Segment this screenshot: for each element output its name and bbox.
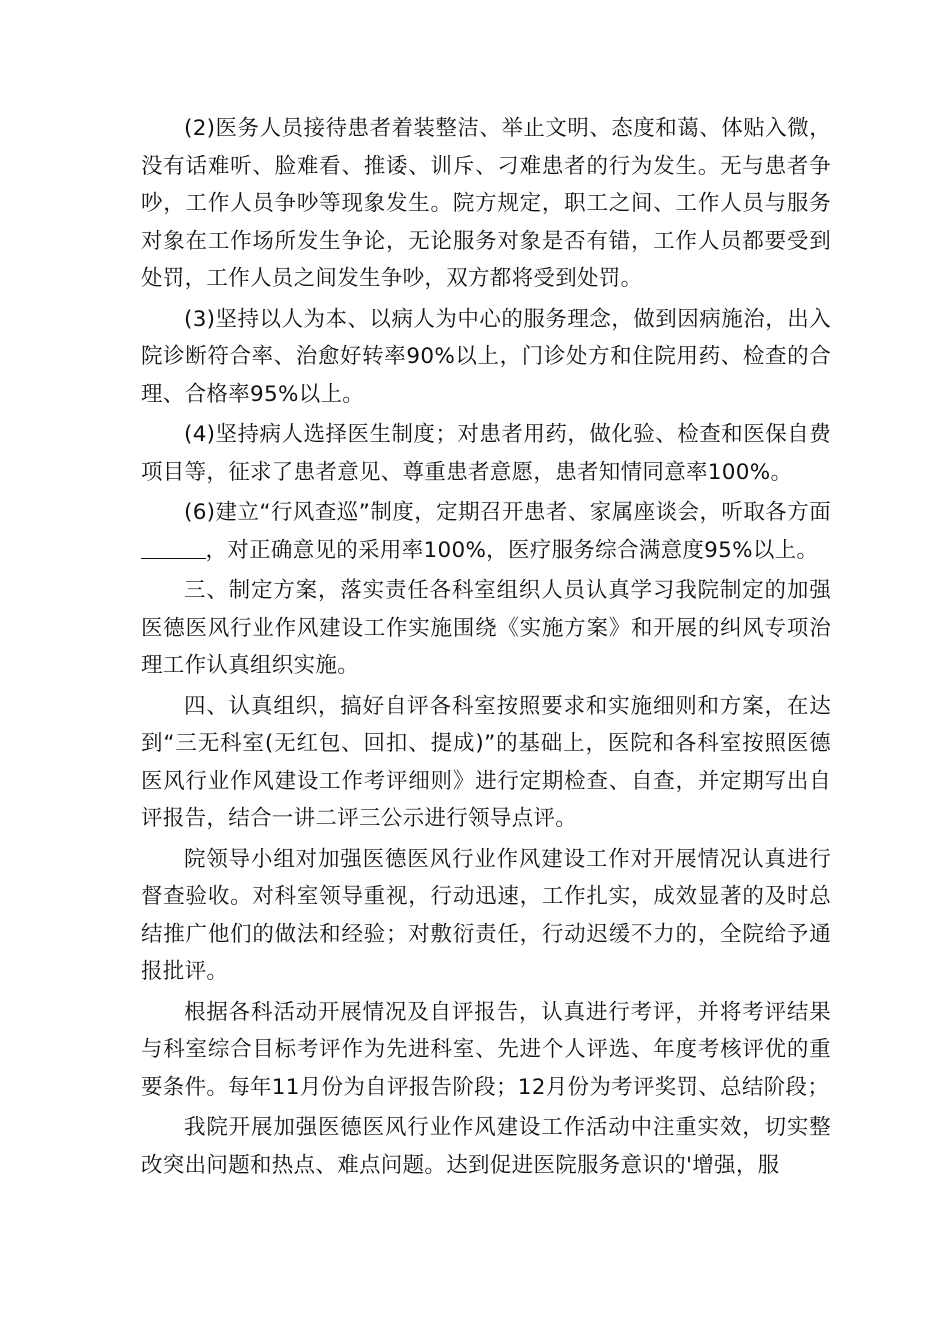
inspection-text-before-blank: (6)建立“行风查巡”制度，定期召开患者、家属座谈会，听取各方面 bbox=[184, 500, 831, 525]
paragraph-section-three: 三、制定方案，落实责任各科室组织人员认真学习我院制定的加强医德医风行业作风建设工作实施围绕《实施方案》和开展的纠风专项治理工作认真组织实施。 bbox=[141, 578, 831, 678]
paragraph-service-attitude: (2)医务人员接待患者着装整洁、举止文明、态度和蔼、体贴入微，没有话难听、脸难看、推诿、训斥、刁难患者的行为发生。无与患者争吵，工作人员争吵等现象发生。院方规定，职工之间、工作人员与服务对象在工作场所发生争论，无论服务对象是否有错，工作人员都要受到处罚，工作人员之间发生争吵，双方都将受到处罚。 bbox=[141, 116, 831, 291]
paragraph-inspection-system bbox=[141, 494, 831, 569]
paragraph-evaluation: 根据各科活动开展情况及自评报告，认真进行考评，并将考评结果与科室综合目标考评作为先进科室、先进个人评选、年度考核评优的重要条件。每年11月份为自评报告阶段；12月份为考评奖罚、总结阶段； bbox=[141, 999, 831, 1100]
fill-in-blank bbox=[141, 536, 206, 559]
paragraph-results: 我院开展加强医德医风行业作风建设工作活动中注重实效，切实整改突出问题和热点、难点问题。达到促进医院服务意识的'增强，服 bbox=[141, 1115, 831, 1178]
document-body bbox=[141, 110, 831, 1187]
paragraph-patient-choice: (4)坚持病人选择医生制度；对患者用药，做化验、检查和医保自费项目等，征求了患者意见、尊重患者意愿，患者知情同意率100%。 bbox=[141, 422, 831, 485]
inspection-text-after-blank: ，对正确意见的采用率100%，医疗服务综合满意度95%以上。 bbox=[205, 537, 819, 563]
paragraph-section-four: 四、认真组织，搞好自评各科室按照要求和实施细则和方案，在达到“三无科室(无红包、回扣、提成)”的基础上，医院和各科室按照医德医风行业作风建设工作考评细则》进行定期检查、自查，并定期写出自评报告，结合一讲二评三公示进行领导点评。 bbox=[141, 693, 831, 831]
paragraph-service-concept: (3)坚持以人为本、以病人为中心的服务理念，做到因病施治，出入院诊断符合率、治愈好转率90%以上，门诊处方和住院用药、检查的合理、合格率95%以上。 bbox=[141, 306, 831, 407]
paragraph-leadership-review: 院领导小组对加强医德医风行业作风建设工作对开展情况认真进行督查验收。对科室领导重视，行动迅速，工作扎实，成效显著的及时总结推广他们的做法和经验；对敷衍责任，行动迟缓不力的，全院给予通报批评。 bbox=[141, 846, 831, 984]
